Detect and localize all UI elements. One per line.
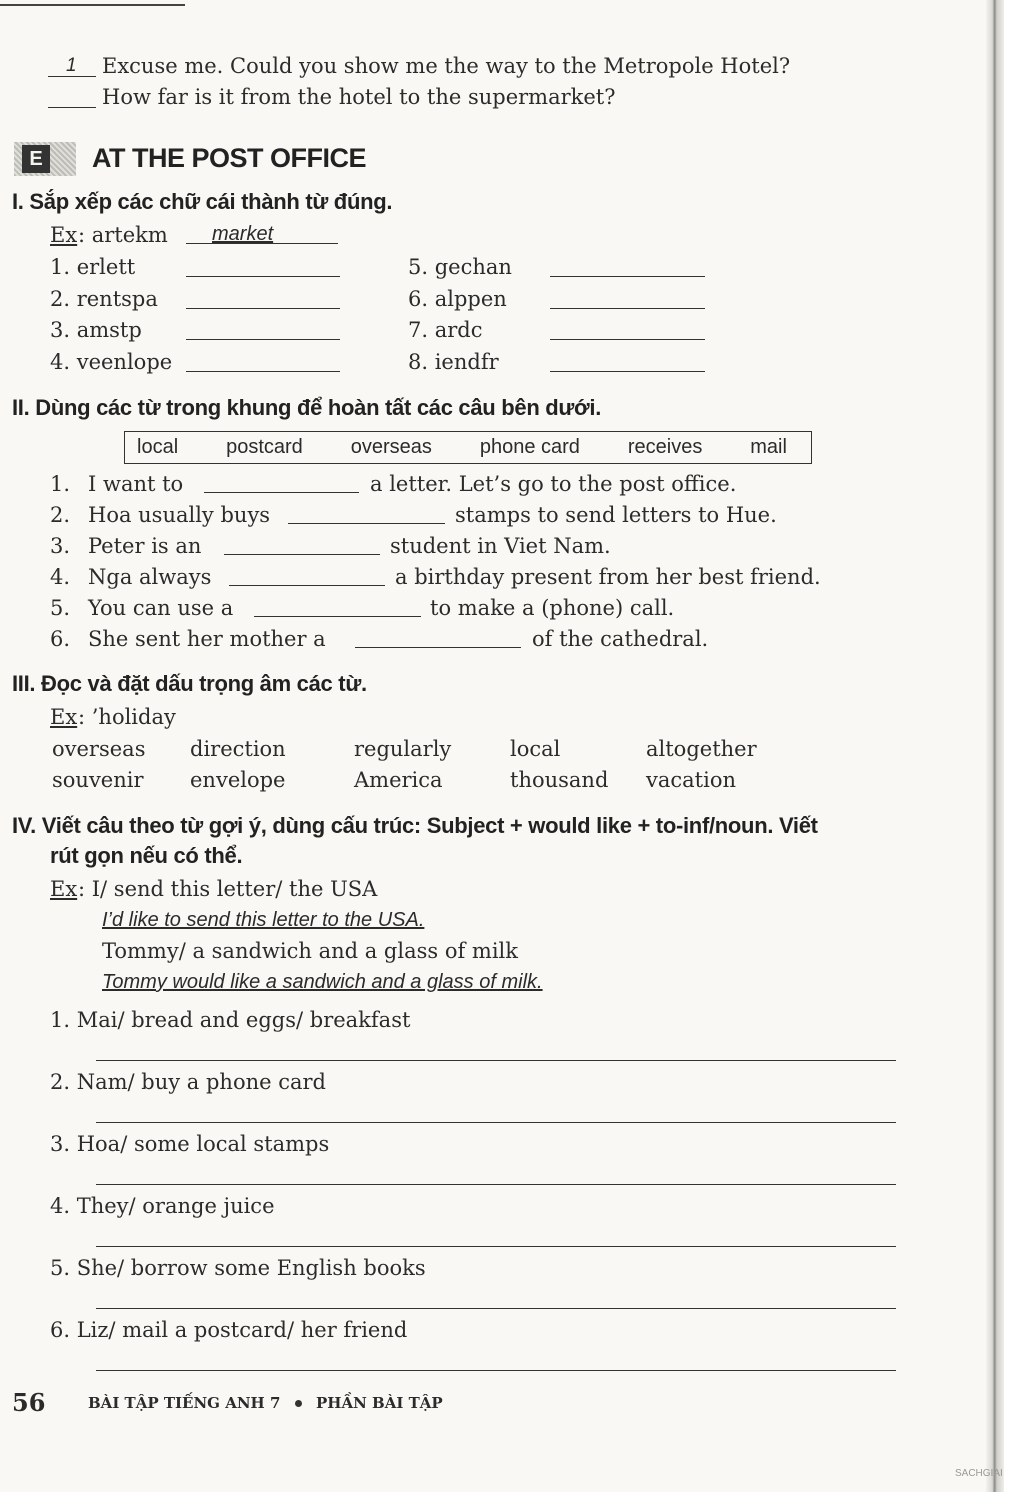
writing-line[interactable] — [96, 1370, 896, 1371]
writing-line[interactable] — [96, 1246, 896, 1247]
answer-blank[interactable] — [550, 319, 705, 340]
sentence-end: stamps to send letters to Hue. — [455, 503, 777, 527]
answer-blank[interactable] — [288, 503, 445, 524]
part4-heading-cont: rút gọn nếu có thể. — [50, 843, 243, 868]
part1-heading: I. Sắp xếp các chữ cái thành từ đúng. — [12, 189, 393, 214]
prompt-item: 4. They/ orange juice — [50, 1194, 275, 1218]
answer-number: 1 — [66, 55, 77, 76]
stress-word: America — [354, 768, 443, 792]
book-part: PHẦN BÀI TẬP — [316, 1394, 443, 1412]
answer-blank[interactable] — [186, 256, 340, 277]
example-answer: Tommy would like a sandwich and a glass of milk. — [102, 971, 543, 993]
example-label: Ex — [50, 877, 78, 901]
word-box — [124, 431, 812, 464]
answer-blank[interactable] — [550, 351, 705, 372]
prompt-item: 2. Nam/ buy a phone card — [50, 1070, 326, 1094]
prompt-item: 3. Hoa/ some local stamps — [50, 1132, 330, 1156]
page-number: 56 — [12, 1388, 46, 1417]
answer-blank[interactable] — [224, 534, 380, 555]
sentence-end: student in Viet Nam. — [390, 534, 611, 558]
stress-word: souvenir — [52, 768, 144, 792]
sentence-end: a letter. Let’s go to the post office. — [370, 472, 737, 496]
page-edge — [1004, 0, 1024, 1492]
watermark: SACHGIAI — [955, 1468, 1003, 1479]
sentence-number: 5. — [50, 596, 71, 620]
sentence-number: 3. — [50, 534, 71, 558]
writing-line[interactable] — [96, 1184, 896, 1185]
writing-line[interactable] — [96, 1060, 896, 1061]
part2-heading: II. Dùng các từ trong khung để hoàn tất các câu bên dưới. — [12, 395, 602, 420]
answer-blank[interactable] — [48, 87, 96, 108]
example-answer: market — [212, 223, 274, 245]
stress-word: local — [510, 737, 561, 761]
dialogue-line: How far is it from the hotel to the supermarket? — [102, 85, 616, 109]
prompt-item: 1. Mai/ bread and eggs/ breakfast — [50, 1008, 411, 1032]
example-word: : artekm — [78, 223, 168, 247]
example-word: : ’holiday — [78, 705, 176, 729]
answer-blank[interactable] — [550, 256, 705, 277]
scrambled-word: 1. erlett — [50, 255, 136, 279]
footer-bullet — [295, 1400, 302, 1407]
sentence-end: a birthday present from her best friend. — [395, 565, 821, 589]
answer-blank[interactable] — [355, 627, 521, 648]
book-spine — [986, 0, 1004, 1492]
top-rule — [0, 4, 185, 6]
scrambled-word: 6. alppen — [408, 287, 507, 311]
stress-word: direction — [190, 737, 286, 761]
answer-blank[interactable] — [186, 319, 340, 340]
example-answer: I’d like to send this letter to the USA. — [102, 909, 425, 931]
answer-blank[interactable] — [229, 565, 385, 586]
word-box-item: phone card — [479, 436, 580, 458]
section-letter: E — [22, 145, 50, 173]
section-badge — [14, 142, 76, 176]
sentence-start: Peter is an — [88, 534, 202, 558]
prompt-item: 5. She/ borrow some English books — [50, 1256, 426, 1280]
stress-word: envelope — [190, 768, 286, 792]
stress-word: regularly — [354, 737, 452, 761]
part4-heading: IV. Viết câu theo từ gợi ý, dùng cấu trúc: Subject + would like + to-inf/noun. Viết — [12, 813, 818, 838]
stress-word: vacation — [646, 768, 736, 792]
part3-heading: III. Đọc và đặt dấu trọng âm các từ. — [12, 671, 367, 696]
stress-word: thousand — [510, 768, 609, 792]
stress-word: altogether — [646, 737, 757, 761]
stress-word: overseas — [52, 737, 146, 761]
dialogue-line: Excuse me. Could you show me the way to the Metropole Hotel? — [102, 54, 791, 78]
example-label: Ex — [50, 705, 78, 729]
sentence-end: of the cathedral. — [532, 627, 709, 651]
scrambled-word: 7. ardc — [408, 318, 483, 342]
sentence-number: 2. — [50, 503, 71, 527]
writing-line[interactable] — [96, 1308, 896, 1309]
prompt-item: 6. Liz/ mail a postcard/ her friend — [50, 1318, 408, 1342]
sentence-start: You can use a — [88, 596, 234, 620]
sentence-number: 6. — [50, 627, 71, 651]
word-box-item: local — [137, 436, 179, 458]
scrambled-word: 4. veenlope — [50, 350, 173, 374]
word-box-item: overseas — [350, 436, 432, 458]
sentence-number: 1. — [50, 472, 71, 496]
sentence-end: to make a (phone) call. — [430, 596, 675, 620]
writing-line[interactable] — [96, 1122, 896, 1123]
example-prompt: : I/ send this letter/ the USA — [78, 877, 378, 901]
sentence-start: She sent her mother a — [88, 627, 326, 651]
word-box-item: receives — [627, 436, 703, 458]
sentence-start: I want to — [88, 472, 184, 496]
sentence-start: Hoa usually buys — [88, 503, 271, 527]
book-title: BÀI TẬP TIẾNG ANH 7 — [88, 1394, 281, 1412]
example-label: Ex — [50, 223, 78, 247]
sentence-start: Nga always — [88, 565, 212, 589]
scrambled-word: 2. rentspa — [50, 287, 158, 311]
answer-blank[interactable] — [550, 288, 705, 309]
scrambled-word: 8. iendfr — [408, 350, 499, 374]
scrambled-word: 3. amstp — [50, 318, 142, 342]
example-prompt: Tommy/ a sandwich and a glass of milk — [102, 939, 519, 963]
answer-blank[interactable] — [254, 596, 421, 617]
word-box-item: mail — [750, 436, 787, 458]
answer-blank[interactable] — [186, 351, 340, 372]
answer-blank[interactable] — [204, 472, 359, 493]
answer-blank[interactable] — [186, 288, 340, 309]
section-title: AT THE POST OFFICE — [92, 143, 366, 173]
scrambled-word: 5. gechan — [408, 255, 512, 279]
word-box-item: postcard — [226, 436, 303, 458]
sentence-number: 4. — [50, 565, 71, 589]
